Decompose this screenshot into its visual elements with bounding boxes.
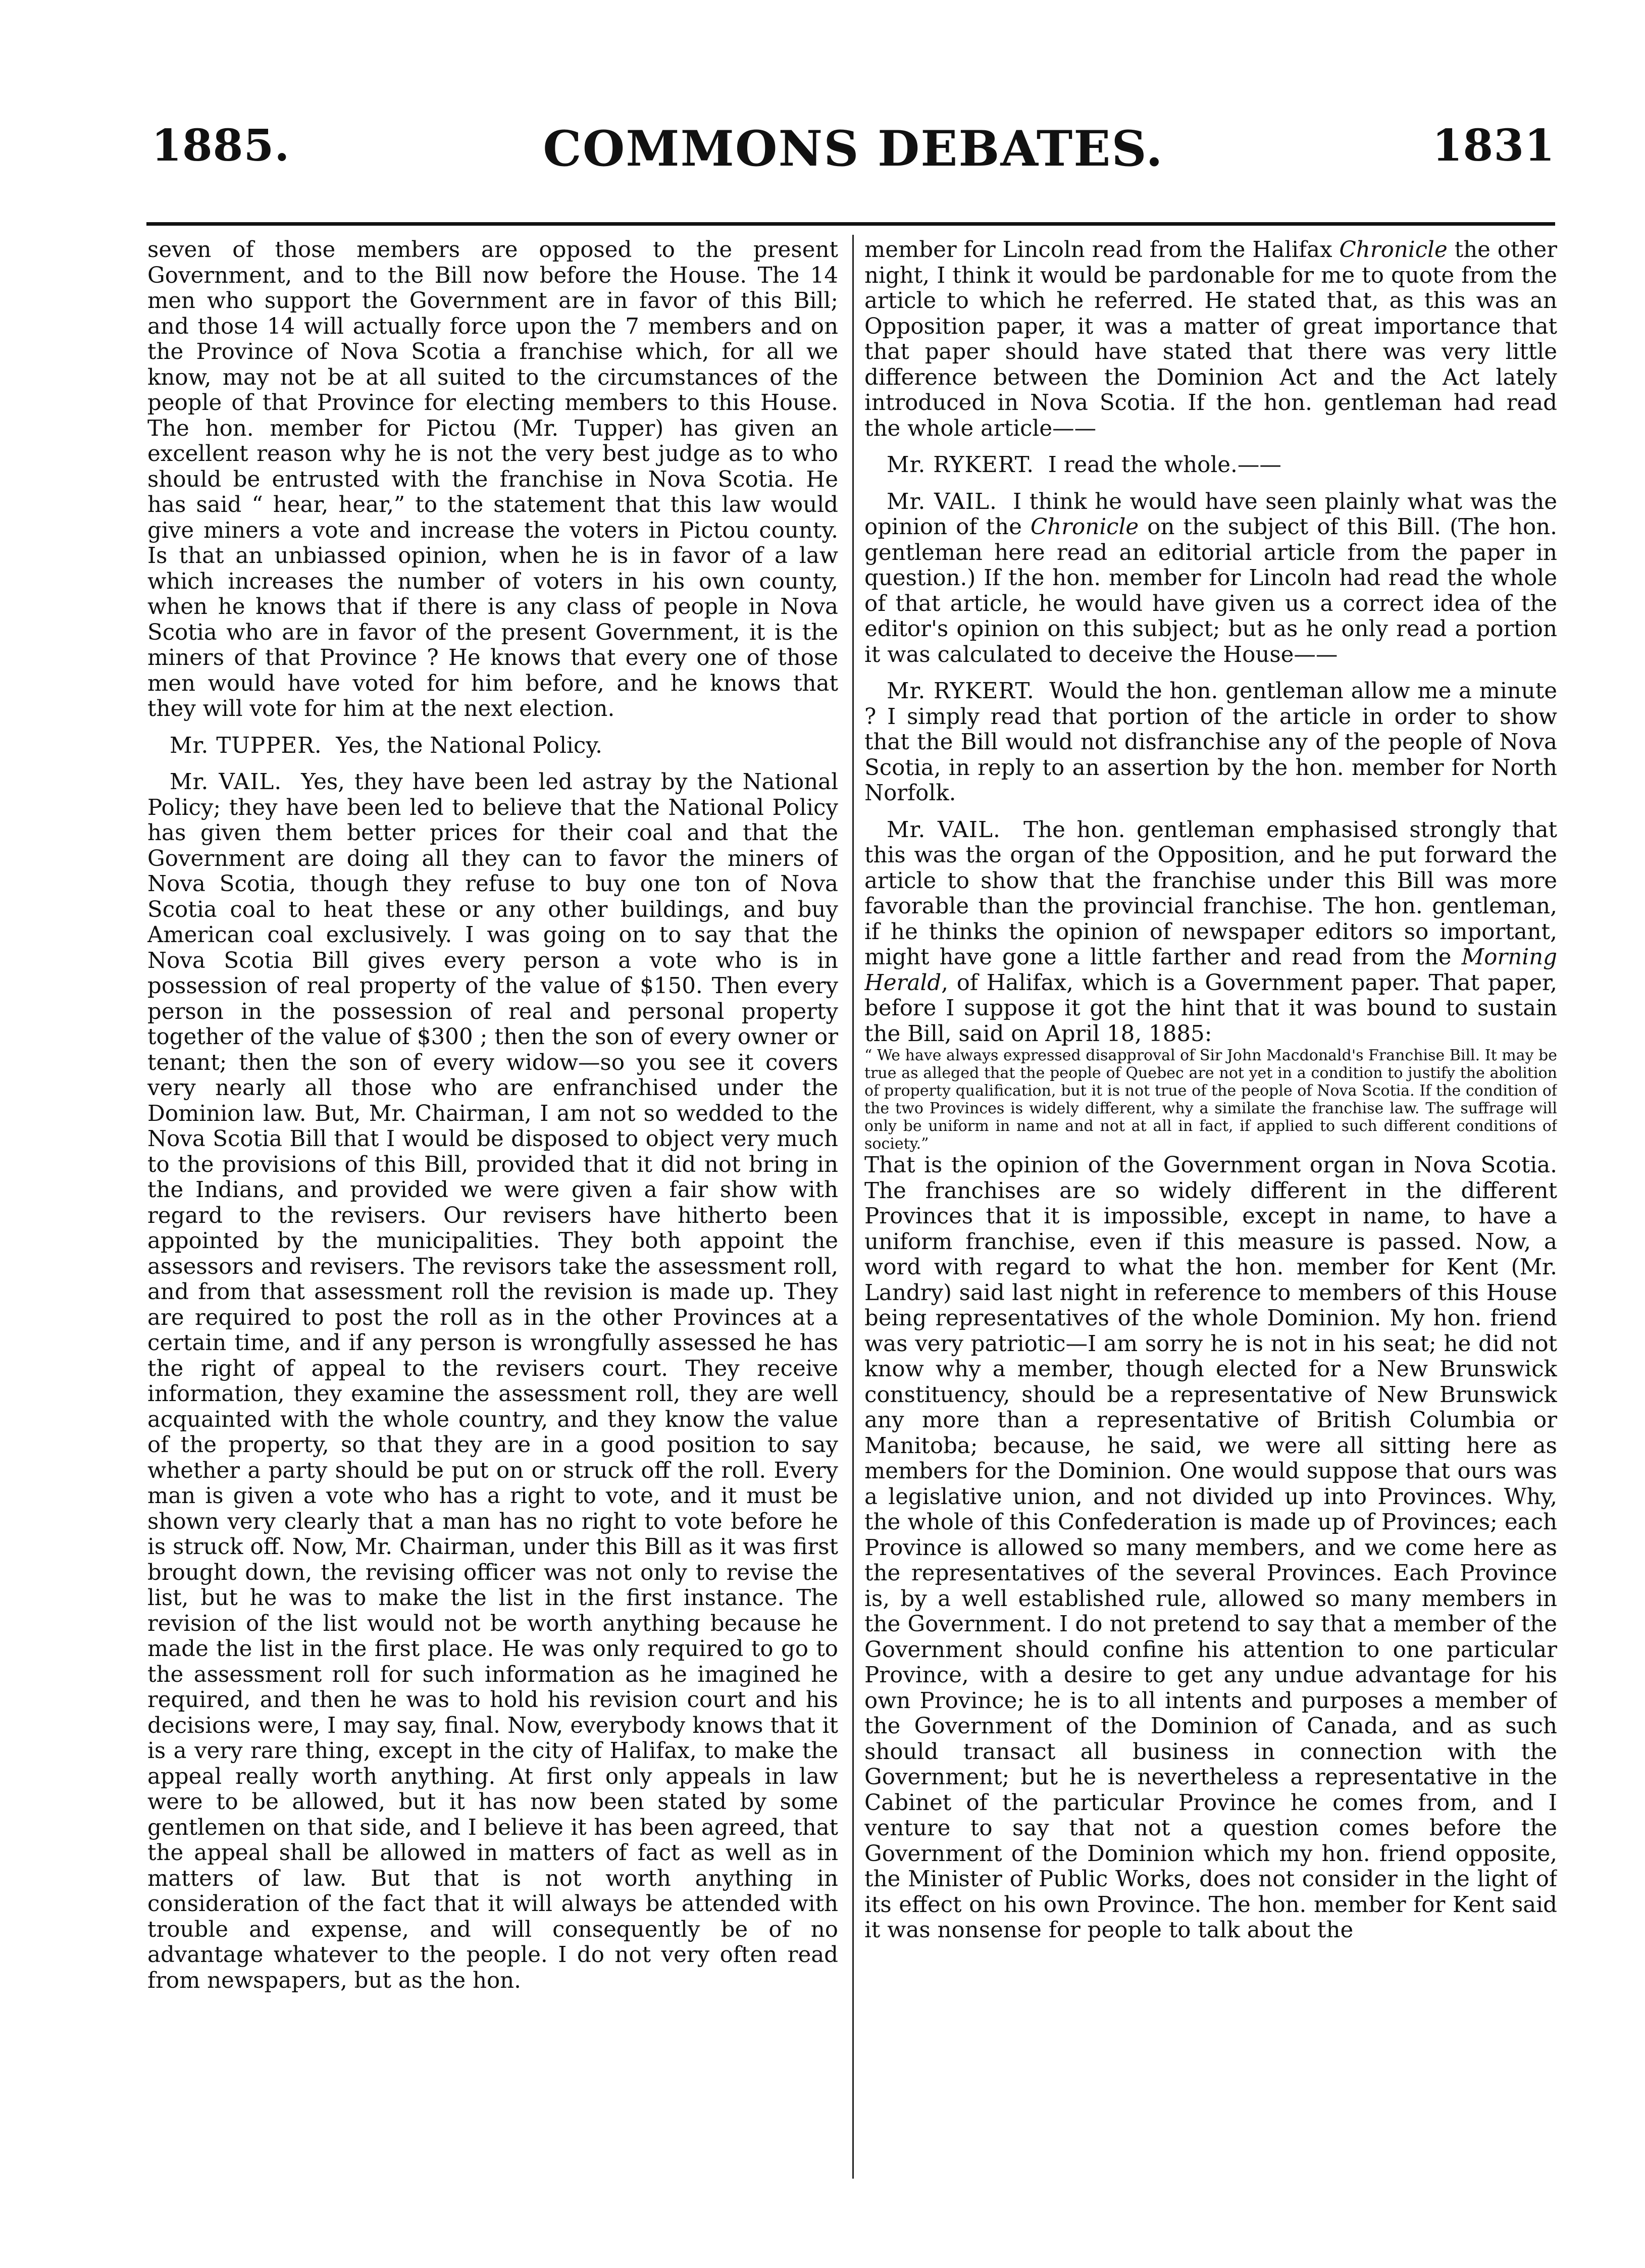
quoted-editorial: “ We have always expressed disapproval of Sir John Macdonald's Franchise Bill. It may be true as alleged that the people of Quebec are not yet in a condition to justify the abolition of property qualification, but it is not true of the people of Nova Scotia. If the condition of the two Provinces is widely different, why a similate the franchise law. The suffrage will only be uniform in name and not at all in fact, if applied to such different conditions of society.”: [864, 1047, 1557, 1153]
speech-paragraph: [147, 733, 838, 759]
text-run: member for Lincoln read from the Halifax: [864, 237, 1340, 263]
speech-text: Yes, they have been led astray by the National Policy; they have been led to believe that the National Policy has given them better prices for their coal and that the Government are doing all they can to favor the miners of Nova Scotia, though they refuse to buy one ton of Nova Scotia coal to heat these or any other buildings, and buy American coal exclusively. I was going on to say that the Nova Scotia Bill gives every person a vote who is in possession of real property of the value of $150. Then every person in the possession of real and personal property together of the value of $300 ; then the son of every owner or tenant; then the son of every widow—so you see it covers very nearly all those who are enfranchised under the Dominion law. But, Mr. Chairman, I am not so wedded to the Nova Scotia Bill that I would be disposed to object very much to the provisions of this Bill, provided that it did not bring in the Indians, and provided we were given a fair show with regard to the revisers. Our revisers have hitherto been appointed by the municipalities. They both appoint the assessors and revisers. The revisors take the assessment roll, and from that assessment roll the revision is made up. They are required to post the roll as in the other Provinces at a certain time, and if any person is wrongfully assessed he has the right of appeal to the revisers court. They receive information, they examine the assessment roll, they are well acquainted with the whole country, and they know the value of the property, so that they are in a good position to say whether a party should be put on or struck off the roll. Every man is given a vote who has a right to vote, and it must be shown very clearly that a man has no right to vote before he is struck off. Now, Mr. Chairman, under this Bill as it was first brought down, the revising officer was not only to revise the list, but he was to make the list in the first instance. The revision of the list would not be worth anything because he made the list in the first place. He was only required to go to the assessment roll for such information as he imagined he required, and then he was to hold his revision court and his decisions were, I may say, final. Now, everybody knows that it is a very rare thing, except in the city of Halifax, to make the appeal really worth anything. At first only appeals in law were to be allowed, but it has now been stated by some gentlemen on that side, and I believe it has been agreed, that the appeal shall be allowed in matters of fact as well as in matters of law. But that is not worth anything in consideration of the fact that it will always be attended with trouble and expense, and will consequently be of no advantage whatever to the people. I do not very often read from newspapers, but as the hon.: [147, 769, 838, 1993]
text-run: the other night, I think it would be pardonable for me to quote from the article to which he referred. He stated that, as this was an Opposition paper, it was a matter of great importance that that paper should have stated that there was very little difference between the Dominion Act and the Act lately introduced in Nova Scotia. If the hon. gentleman had read the whole article——: [864, 237, 1557, 441]
speech-text: Would the hon. gentleman allow me a minute ? I simply read that portion of the article in order to show that the Bill would not disfranchise any of the people of Nova Scotia, in reply to an assertion by the hon. member for North Norfolk.: [864, 679, 1557, 806]
header-rule: [146, 222, 1555, 226]
left-column: [147, 237, 838, 2176]
speaker-name: Mr. VAIL.: [887, 489, 997, 514]
newspaper-title: Morning Herald: [864, 945, 1557, 996]
text-run: , of Halifax, which is a Government paper. That paper, before I suppose it got the hint that it was bound to sustain the Bill, said on April 18, 1885:: [864, 970, 1557, 1047]
newspaper-title: Chronicle: [1030, 514, 1139, 540]
speaker-name: Mr. TUPPER.: [170, 733, 322, 758]
text-run: The hon. gentleman emphasised strongly that this was the organ of the Opposition, and he put forward the article to show that the franchise under this Bill was more favorable than the provincial franchise. The hon. gentleman, if he thinks the opinion of newspaper editors so important, might have gone a little farther and read from the: [864, 817, 1557, 970]
header-page-number: 1831: [1432, 120, 1555, 171]
paragraph: seven of those members are opposed to the present Government, and to the Bill now before the House. The 14 men who support the Government are in favor of this Bill; and those 14 will actually force upon the 7 members and on the Province of Nova Scotia a franchise which, for all we know, may not be at all suited to the circumstances of the people of that Province for electing members to this House. The hon. member for Pictou (Mr. Tupper) has given an excellent reason why he is not the very best judge as to who should be entrusted with the franchise in Nova Scotia. He has said “ hear, hear,” to the statement that this law would give miners a vote and increase the voters in Pictou county. Is that an unbiassed opinion, when he is in favor of a law which increases the number of voters in his own county, when he knows that if there is any class of people in Nova Scotia who are in favor of the present Government, it is the miners of that Province ? He knows that every one of those men would have voted for him before, and he knows that they will vote for him at the next election.: [147, 237, 838, 721]
paragraph: [864, 237, 1557, 441]
speech-paragraph: [864, 452, 1557, 478]
newspaper-title: Chronicle: [1339, 237, 1448, 263]
column-divider: [852, 235, 854, 2179]
speech-text: Yes, the National Policy.: [336, 733, 602, 758]
header-year: 1885.: [151, 120, 290, 171]
text-run: on the subject of this Bill. (The hon. gentleman here read an editorial article from the paper in question.) If the hon. member for Lincoln had read the whole of that article, he would have given us a correct idea of the editor's opinion on this subject; but as he only read a portion it was calculated to deceive the House——: [864, 514, 1557, 667]
right-column: [864, 237, 1557, 2176]
speech-text: I read the whole.——: [1048, 452, 1281, 478]
speaker-name: Mr. RYKERT.: [887, 679, 1035, 704]
speech-paragraph: [864, 679, 1557, 806]
speech-paragraph: [147, 769, 838, 1993]
speaker-name: Mr. VAIL.: [887, 817, 1001, 843]
header-title: COMMONS DEBATES.: [543, 120, 1164, 177]
speaker-name: Mr. VAIL.: [170, 769, 282, 795]
speech-paragraph: [864, 489, 1557, 668]
speaker-name: Mr. RYKERT.: [887, 452, 1035, 478]
speech-paragraph: [864, 817, 1557, 1047]
paragraph: That is the opinion of the Government organ in Nova Scotia. The franchises are so widely different in the different Provinces that it is impossible, except in name, to have a uniform franchise, even if this measure is passed. Now, a word with regard to what the hon. member for Kent (Mr. Landry) said last night in reference to members of this House being representatives of the whole Dominion. My hon. friend was very patriotic—I am sorry he is not in his seat; he did not know why a member, though elected for a New Brunswick constituency, should be a representative of New Brunswick any more than a representative of British Columbia or Manitoba; because, he said, we were all sitting here as members for the Dominion. One would suppose that ours was a legislative union, and not divided up into Provinces. Why, the whole of this Confederation is made up of Provinces; each Province is allowed so many members, and we come here as the representatives of the several Provinces. Each Province is, by a well established rule, allowed so many members in the Government. I do not pretend to say that a member of the Government should confine his attention to one particular Province, with a desire to get any undue advantage for his own Province; he is to all intents and purposes a member of the Government of the Dominion of Canada, and as such should transact all business in connection with the Government; but he is nevertheless a representative in the Cabinet of the particular Province he comes from, and I venture to say that not a question comes before the Government of the Dominion which my hon. friend opposite, the Minister of Public Works, does not consider in the light of its effect on his own Province. The hon. member for Kent said it was nonsense for people to talk about the: [864, 1153, 1557, 1943]
text-run: I think he would have seen plainly what was the opinion of the: [864, 489, 1557, 540]
page-header: [151, 120, 1555, 196]
